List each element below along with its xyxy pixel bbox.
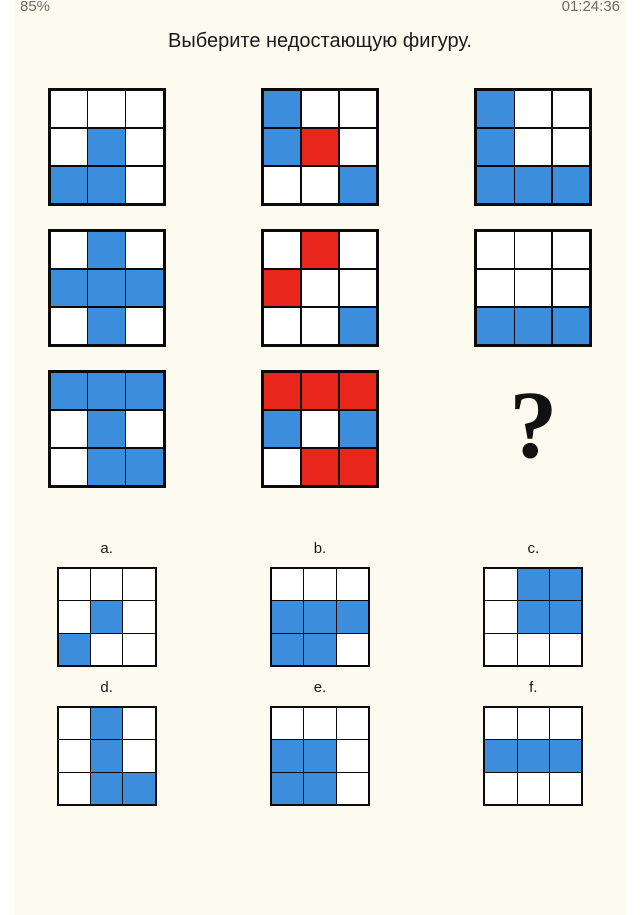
cell-7: [272, 773, 303, 804]
cell-1: [477, 232, 513, 268]
cell-5: [518, 601, 549, 632]
cell-6: [337, 601, 368, 632]
cell-2: [515, 232, 551, 268]
option-a[interactable]: [57, 540, 157, 667]
cell-1: [272, 708, 303, 739]
cell-8: [91, 634, 122, 665]
cell-9: [550, 634, 581, 665]
status-bar: [14, 0, 626, 14]
option-f[interactable]: [483, 679, 583, 806]
cell-8: [302, 167, 338, 203]
cell-4: [59, 601, 90, 632]
cell-2: [88, 373, 124, 409]
cell-9: [126, 308, 162, 344]
option-c[interactable]: [483, 540, 583, 667]
cell-4: [485, 601, 516, 632]
cell-6: [340, 411, 376, 447]
cell-5: [91, 740, 122, 771]
cell-9: [126, 449, 162, 485]
matrix-cell-2-1: [48, 229, 166, 347]
cell-9: [126, 167, 162, 203]
cell-5: [515, 270, 551, 306]
cell-3: [337, 708, 368, 739]
cell-4: [477, 129, 513, 165]
cell-9: [123, 634, 154, 665]
cell-4: [477, 270, 513, 306]
cell-8: [515, 167, 551, 203]
cell-8: [304, 634, 335, 665]
cell-2: [302, 232, 338, 268]
option-c-figure[interactable]: [483, 567, 583, 667]
cell-4: [272, 740, 303, 771]
cell-8: [88, 167, 124, 203]
cell-3: [340, 91, 376, 127]
cell-6: [553, 270, 589, 306]
cell-5: [515, 129, 551, 165]
cell-8: [88, 308, 124, 344]
cell-1: [51, 91, 87, 127]
cell-8: [518, 634, 549, 665]
option-a-figure[interactable]: [57, 567, 157, 667]
cell-9: [340, 308, 376, 344]
option-d[interactable]: [57, 679, 157, 806]
cell-3: [126, 373, 162, 409]
option-c-label: c.: [527, 540, 540, 557]
cell-5: [88, 129, 124, 165]
cell-2: [518, 569, 549, 600]
cell-6: [340, 270, 376, 306]
cell-3: [126, 232, 162, 268]
cell-7: [485, 634, 516, 665]
cell-3: [553, 232, 589, 268]
cell-2: [302, 373, 338, 409]
cell-7: [264, 167, 300, 203]
cell-5: [304, 740, 335, 771]
cell-3: [337, 569, 368, 600]
page-title: Выберите недостающую фигуру.: [168, 30, 472, 52]
cell-7: [477, 308, 513, 344]
cell-2: [304, 569, 335, 600]
answer-options: [0, 540, 640, 806]
puzzle-matrix: [0, 88, 640, 488]
cell-2: [91, 708, 122, 739]
cell-9: [337, 634, 368, 665]
cell-7: [264, 449, 300, 485]
cell-7: [59, 634, 90, 665]
cell-9: [550, 773, 581, 804]
cell-3: [123, 708, 154, 739]
cell-1: [264, 373, 300, 409]
cell-2: [91, 569, 122, 600]
cell-9: [340, 167, 376, 203]
cell-4: [264, 411, 300, 447]
cell-5: [91, 601, 122, 632]
option-d-label: d.: [100, 679, 113, 696]
cell-1: [51, 232, 87, 268]
cell-9: [340, 449, 376, 485]
option-b[interactable]: [270, 540, 370, 667]
battery-indicator: 85%: [20, 0, 51, 14]
matrix-cell-3-1: [48, 370, 166, 488]
cell-6: [123, 601, 154, 632]
cell-7: [59, 773, 90, 804]
cell-3: [126, 91, 162, 127]
cell-5: [302, 270, 338, 306]
cell-7: [51, 308, 87, 344]
cell-1: [485, 569, 516, 600]
cell-1: [272, 569, 303, 600]
cell-1: [477, 91, 513, 127]
cell-9: [553, 308, 589, 344]
matrix-cell-2-2: [261, 229, 379, 347]
option-e[interactable]: [270, 679, 370, 806]
option-a-label: a.: [100, 540, 113, 557]
cell-6: [126, 129, 162, 165]
cell-4: [272, 601, 303, 632]
cell-1: [59, 569, 90, 600]
cell-3: [123, 569, 154, 600]
cell-2: [304, 708, 335, 739]
cell-2: [518, 708, 549, 739]
option-d-figure[interactable]: [57, 706, 157, 806]
cell-1: [485, 708, 516, 739]
cell-2: [88, 91, 124, 127]
cell-9: [553, 167, 589, 203]
option-f-figure[interactable]: [483, 706, 583, 806]
cell-6: [340, 129, 376, 165]
cell-8: [515, 308, 551, 344]
cell-8: [518, 773, 549, 804]
cell-2: [88, 232, 124, 268]
cell-8: [302, 449, 338, 485]
cell-6: [337, 740, 368, 771]
cell-5: [304, 601, 335, 632]
cell-8: [91, 773, 122, 804]
cell-5: [88, 411, 124, 447]
cell-3: [340, 232, 376, 268]
cell-4: [485, 740, 516, 771]
cell-7: [51, 167, 87, 203]
matrix-cell-1-1: [48, 88, 166, 206]
matrix-cell-3-2: [261, 370, 379, 488]
cell-6: [126, 270, 162, 306]
cell-7: [272, 634, 303, 665]
option-b-figure[interactable]: [270, 567, 370, 667]
cell-6: [550, 601, 581, 632]
cell-7: [477, 167, 513, 203]
cell-4: [59, 740, 90, 771]
cell-4: [51, 270, 87, 306]
cell-4: [264, 270, 300, 306]
cell-6: [123, 740, 154, 771]
cell-4: [51, 411, 87, 447]
cell-1: [59, 708, 90, 739]
missing-figure-question-mark: ?: [509, 371, 558, 478]
cell-8: [88, 449, 124, 485]
cell-9: [337, 773, 368, 804]
cell-1: [264, 232, 300, 268]
option-e-label: e.: [313, 679, 327, 696]
cell-3: [550, 708, 581, 739]
option-b-label: b.: [313, 540, 327, 557]
clock-indicator: 01:24:36: [561, 0, 620, 14]
cell-2: [515, 91, 551, 127]
cell-8: [302, 308, 338, 344]
cell-5: [88, 270, 124, 306]
cell-1: [264, 91, 300, 127]
cell-3: [550, 569, 581, 600]
cell-5: [302, 129, 338, 165]
matrix-cell-1-3: [474, 88, 592, 206]
cell-4: [51, 129, 87, 165]
cell-4: [264, 129, 300, 165]
cell-7: [51, 449, 87, 485]
cell-8: [304, 773, 335, 804]
cell-5: [302, 411, 338, 447]
cell-7: [485, 773, 516, 804]
cell-6: [550, 740, 581, 771]
cell-7: [264, 308, 300, 344]
cell-9: [123, 773, 154, 804]
cell-2: [302, 91, 338, 127]
cell-3: [340, 373, 376, 409]
cell-3: [553, 91, 589, 127]
matrix-cell-2-3: [474, 229, 592, 347]
matrix-cell-1-2: [261, 88, 379, 206]
option-f-label: f.: [529, 679, 538, 696]
cell-5: [518, 740, 549, 771]
cell-6: [126, 411, 162, 447]
option-e-figure[interactable]: [270, 706, 370, 806]
cell-6: [553, 129, 589, 165]
cell-1: [51, 373, 87, 409]
